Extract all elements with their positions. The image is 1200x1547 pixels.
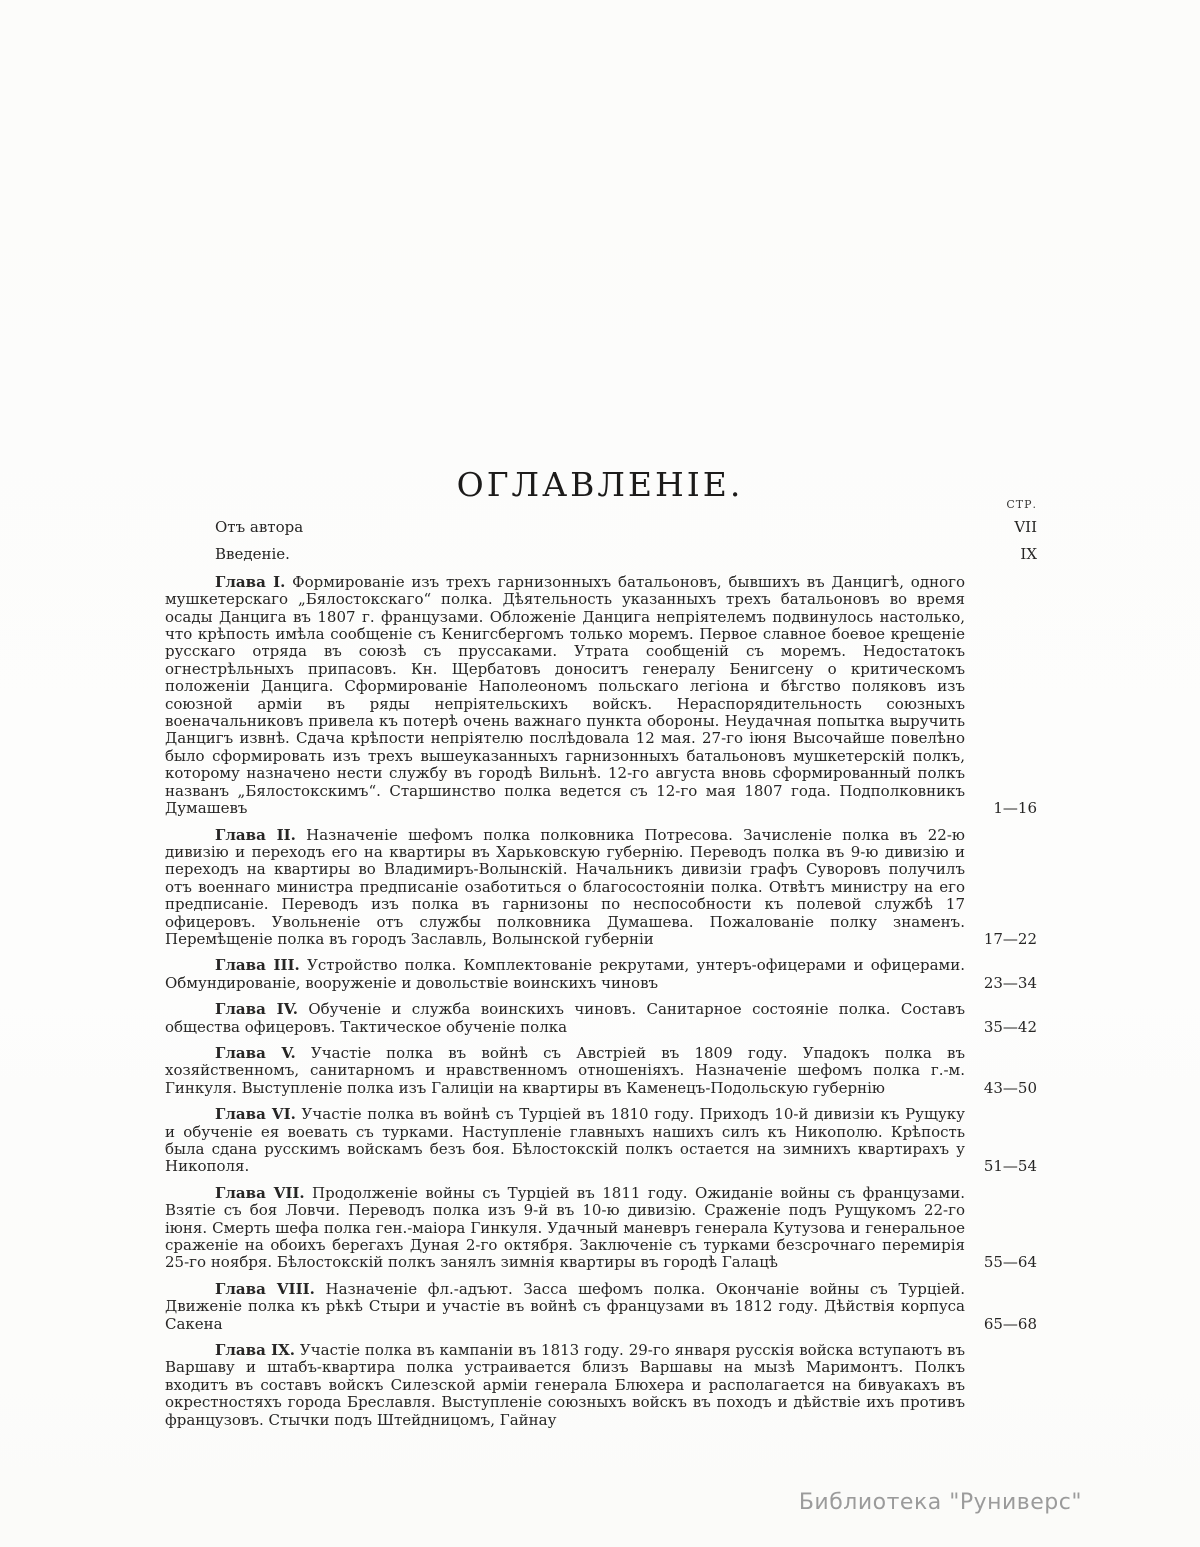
toc-entry-text	[165, 1342, 965, 1429]
toc-entry-text	[165, 1185, 965, 1272]
toc-entry	[165, 1185, 1037, 1272]
chapter-label: Глава VIII.	[215, 1279, 315, 1298]
chapter-label: Глава VI.	[215, 1105, 296, 1124]
chapter-label: Глава VII.	[215, 1183, 305, 1202]
toc-entry	[165, 1045, 1037, 1097]
chapter-summary: Устройство полка. Комплектованіе рекрутами, унтеръ-офицерами и офицерами. Обмундированіе, вооруженіе и довольствіе воинскихъ чиновъ	[165, 956, 965, 992]
toc-entry	[165, 1001, 1037, 1036]
toc-entry-text	[165, 546, 965, 563]
toc-entry-text	[165, 957, 965, 992]
chapter-label: Глава I.	[215, 572, 286, 591]
toc-entry	[165, 827, 1037, 949]
toc-entry-text	[165, 1045, 965, 1097]
chapter-label: Глава V.	[215, 1043, 296, 1062]
page-column-header: СТР.	[1006, 498, 1037, 511]
chapter-summary: Участіе полка въ войнѣ съ Турціей въ 1810 году. Приходъ 10-й дивизіи къ Рущуку и обученіе ея воевать съ турками. Наступленіе главныхъ нашихъ силъ къ Никополю. Крѣпость была сдана русскимъ войскамъ безъ боя. Бѣлостокскій полкъ остается на зимнихъ квартирахъ у Никополя.	[165, 1105, 965, 1176]
chapter-label: Глава III.	[215, 956, 300, 975]
chapter-summary: Формированіе изъ трехъ гарнизонныхъ батальоновъ, бывшихъ въ Данцигѣ, одного мушкетерскаго „Бялостокскаго“ полка. Дѣятельность указанныхъ трехъ батальоновъ во время осады Данцига въ 1807 г. французами. Обложеніе Данцига непріятелемъ подвинулось настолько, что крѣпость имѣла сообщеніе съ Кенигсбергомъ только моремъ. Первое славное боевое крещеніе русскаго отряда въ союзѣ съ пруссаками. Утрата сообщеній съ моремъ. Недостатокъ огнестрѣльныхъ припасовъ. Кн. Щербатовъ доноситъ генералу Бенигсену о критическомъ положеніи Данцига. Сформированіе Наполеономъ польскаго легіона и бѣгство поляковъ изъ союзной арміи въ ряды непріятельскихъ войскъ. Нераспорядительность союзныхъ военачальниковъ привела къ потерѣ очень важнаго пункта обороны. Неудачная попытка выручить Данцигъ извнѣ. Сдача крѣпости непріятелю послѣдовала 12 мая. 27-го іюня Высочайше повелѣно было сформировать изъ трехъ вышеуказанныхъ гарнизонныхъ батальоновъ мушкетерскій полкъ, которому назначено нести службу въ городѣ Вильнѣ. 12-го августа вновь сформированный полкъ названъ „Бялостокскимъ“. Старшинство полка ведется съ 12-го мая 1807 года. Подполковникъ Думашевъ	[165, 572, 965, 818]
toc-entry-text	[165, 1281, 965, 1333]
chapter-summary: Введеніе.	[215, 545, 290, 564]
chapter-label: Глава IX.	[215, 1341, 296, 1360]
toc-entry-text	[165, 1001, 965, 1036]
toc-entry	[165, 519, 1037, 536]
toc-entry-text	[165, 1106, 965, 1176]
toc-entry	[165, 1106, 1037, 1176]
page-title: ОГЛАВЛЕНІЕ.	[456, 465, 744, 505]
toc-entry-text	[165, 519, 965, 536]
chapter-summary: Отъ автора	[215, 518, 304, 536]
toc-entry	[165, 1281, 1037, 1333]
toc-entry-pages: 55—64	[983, 1253, 1037, 1272]
chapter-summary: Обученіе и служба воинскихъ чиновъ. Санитарное состояніе полка. Составъ общества офицеровъ. Тактическое обученіе полка	[165, 1000, 965, 1036]
toc-entry-pages: IX	[1020, 545, 1037, 564]
toc-entry-text	[165, 574, 965, 818]
chapter-summary: Назначеніе шефомъ полка полковника Потресова. Зачисленіе полка въ 22-ю дивизію и переходъ его на квартиры въ Харьковскую губернію. Переводъ полка въ 9-ю дивизію и переходъ на квартиры во Владимиръ-Волынскій. Начальникъ дивизіи графъ Суворовъ получилъ отъ военнаго министра предписаніе озаботиться о благосостояніи полка. Отвѣтъ министру на его предписаніе. Переводъ изъ полка въ гарнизоны по неспособности къ полевой службѣ 17 офицеровъ. Увольненіе отъ службы полковника Думашева. Пожалованіе полку знаменъ. Перемѣщеніе полка въ городъ Заславль, Волынской губерніи	[165, 825, 965, 948]
toc-entry-pages: 43—50	[983, 1078, 1037, 1097]
chapter-summary: Участіе полка въ кампаніи въ 1813 году. 29-го января русскія войска вступаютъ въ Варшаву и штабъ-квартира полка устраивается близъ Варшавы на мызѣ Маримонтъ. Полкъ входитъ въ составъ войскъ Силезской арміи генерала Блюхера и располагается на бивуакахъ въ окрестностяхъ города Бреславля. Выступленіе союзныхъ войскъ въ походъ и дѣйствіе ихъ противъ французовъ. Стычки подъ Штейдницомъ, Гайнау	[165, 1341, 965, 1429]
toc-entry	[165, 957, 1037, 992]
chapter-label: Глава IV.	[215, 1000, 298, 1019]
toc-entry-pages: VII	[1014, 518, 1037, 536]
chapter-summary: Участіе полка въ войнѣ съ Австріей въ 1809 году. Упадокъ полка въ хозяйственномъ, санитарномъ и нравственномъ отношеніяхъ. Назначеніе шефомъ полка г.-м. Гинкуля. Выступленіе полка изъ Галиціи на квартиры въ Каменецъ-Подольскую губернію	[165, 1043, 965, 1097]
toc-entry	[165, 1342, 1037, 1429]
toc-entry-text	[165, 827, 965, 949]
toc-entry-pages: 51—54	[983, 1157, 1037, 1176]
library-watermark: Библиотека "Руниверс"	[798, 1490, 1082, 1515]
chapter-label: Глава II.	[215, 825, 296, 844]
toc-entry-pages: 65—68	[983, 1314, 1037, 1333]
toc-entry-pages: 23—34	[983, 973, 1037, 992]
toc-entry	[165, 574, 1037, 818]
table-of-contents	[165, 498, 1037, 1438]
chapter-summary: Назначеніе фл.-адъют. Засса шефомъ полка. Окончаніе войны съ Турціей. Движеніе полка къ рѣкѣ Стыри и участіе въ войнѣ съ французами въ 1812 году. Дѣйствія корпуса Сакена	[165, 1279, 965, 1333]
toc-entry-pages: 35—42	[983, 1017, 1037, 1036]
toc-entry-pages: 1—16	[993, 799, 1037, 818]
toc-entry	[165, 546, 1037, 563]
chapter-summary: Продолженіе войны съ Турціей въ 1811 году. Ожиданіе войны съ французами. Взятіе съ боя Ловчи. Переводъ полка изъ 9-й въ 10-ю дивизію. Сраженіе подъ Рущукомъ 22-го іюня. Смерть шефа полка ген.-маіора Гинкуля. Удачный маневръ генерала Кутузова и генеральное сраженіе на обоихъ берегахъ Дуная 2-го октября. Заключеніе съ турками безсрочнаго перемирія 25-го ноября. Бѣлостокскій полкъ занялъ зимнія квартиры въ городѣ Галацѣ	[165, 1183, 965, 1272]
toc-entry-pages: 17—22	[983, 929, 1037, 948]
